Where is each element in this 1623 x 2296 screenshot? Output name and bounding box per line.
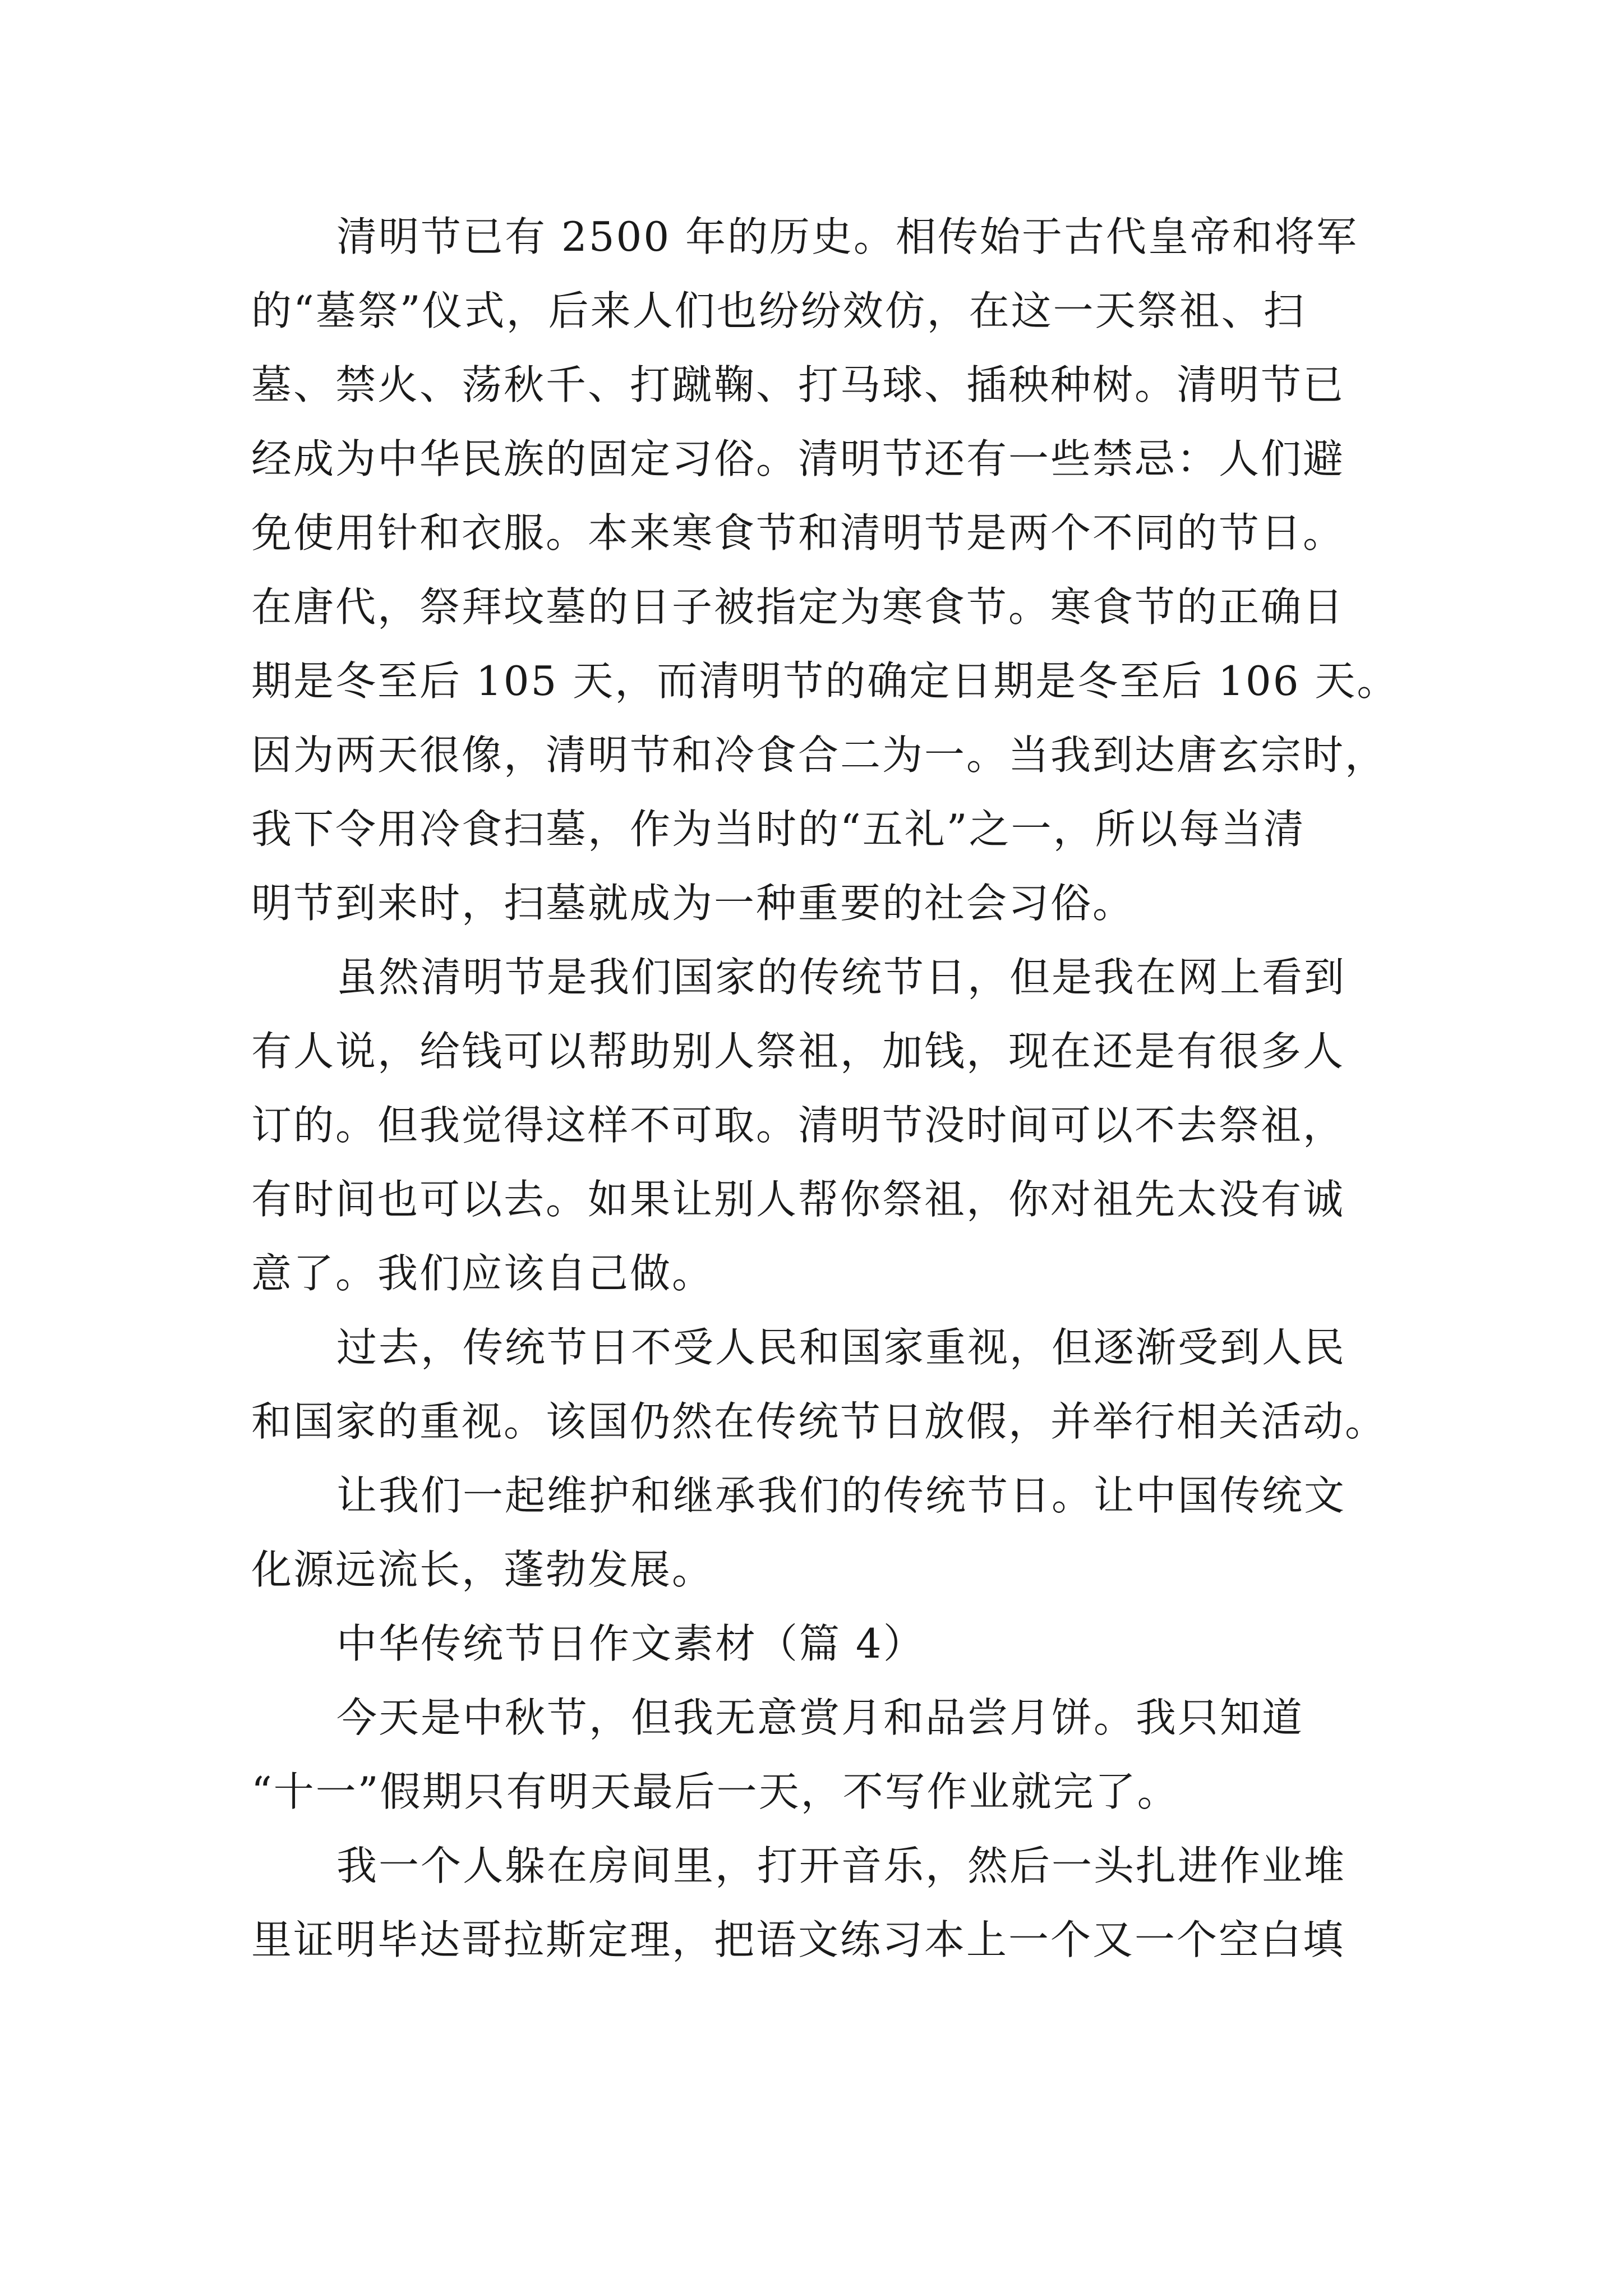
- text-line: 意了。我们应该自己做。: [251, 1250, 714, 1297]
- text-line: 的“墓祭”仪式，后来人们也纷纷效仿，在这一天祭祖、扫: [251, 287, 1306, 334]
- text-line: “十一”假期只有明天最后一天，不写作业就完了。: [251, 1768, 1179, 1815]
- text-line: 我下令用冷食扫墓，作为当时的“五礼”之一，所以每当清: [251, 806, 1306, 853]
- text-line: 过去，传统节日不受人民和国家重视，但逐渐受到人民: [336, 1324, 1347, 1371]
- text-line: 有时间也可以去。如果让别人帮你祭祖，你对祖先太没有诚: [251, 1176, 1345, 1223]
- text-line: 期是冬至后 105 天，而清明节的确定日期是冬至后 106 天。: [251, 657, 1399, 705]
- text-line: 清明节已有 2500 年的历史。相传始于古代皇帝和将军: [336, 213, 1359, 260]
- text-line: 在唐代，祭拜坟墓的日子被指定为寒食节。寒食节的正确日: [251, 583, 1345, 631]
- text-line: 墓、禁火、荡秋千、打蹴鞠、打马球、插秧种树。清明节已: [251, 361, 1345, 408]
- text-line: 有人说，给钱可以帮助别人祭祖，加钱，现在还是有很多人: [251, 1028, 1345, 1075]
- document-body: [251, 200, 1399, 1977]
- text-line: 今天是中秋节，但我无意赏月和品尝月饼。我只知道: [336, 1694, 1304, 1741]
- text-line: 和国家的重视。该国仍然在传统节日放假，并举行相关活动。: [251, 1398, 1387, 1445]
- text-line: 免使用针和衣服。本来寒食节和清明节是两个不同的节日。: [251, 509, 1345, 556]
- section-heading: 中华传统节日作文素材（篇 4）: [336, 1620, 925, 1667]
- text-line: 因为两天很像，清明节和冷食合二为一。当我到达唐玄宗时，: [251, 731, 1387, 779]
- text-line: 里证明毕达哥拉斯定理，把语文练习本上一个又一个空白填: [251, 1916, 1345, 1963]
- text-line: 明节到来时，扫墓就成为一种重要的社会习俗。: [251, 880, 1135, 927]
- text-line: 我一个人躲在房间里，打开音乐，然后一头扎进作业堆: [336, 1842, 1347, 1889]
- text-line: 经成为中华民族的固定习俗。清明节还有一些禁忌：人们避: [251, 435, 1345, 482]
- text-line: 虽然清明节是我们国家的传统节日，但是我在网上看到: [336, 954, 1347, 1001]
- text-line: 让我们一起维护和继承我们的传统节日。让中国传统文: [336, 1472, 1347, 1519]
- text-line: 化源远流长，蓬勃发展。: [251, 1546, 714, 1593]
- text-line: 订的。但我觉得这样不可取。清明节没时间可以不去祭祖，: [251, 1102, 1345, 1149]
